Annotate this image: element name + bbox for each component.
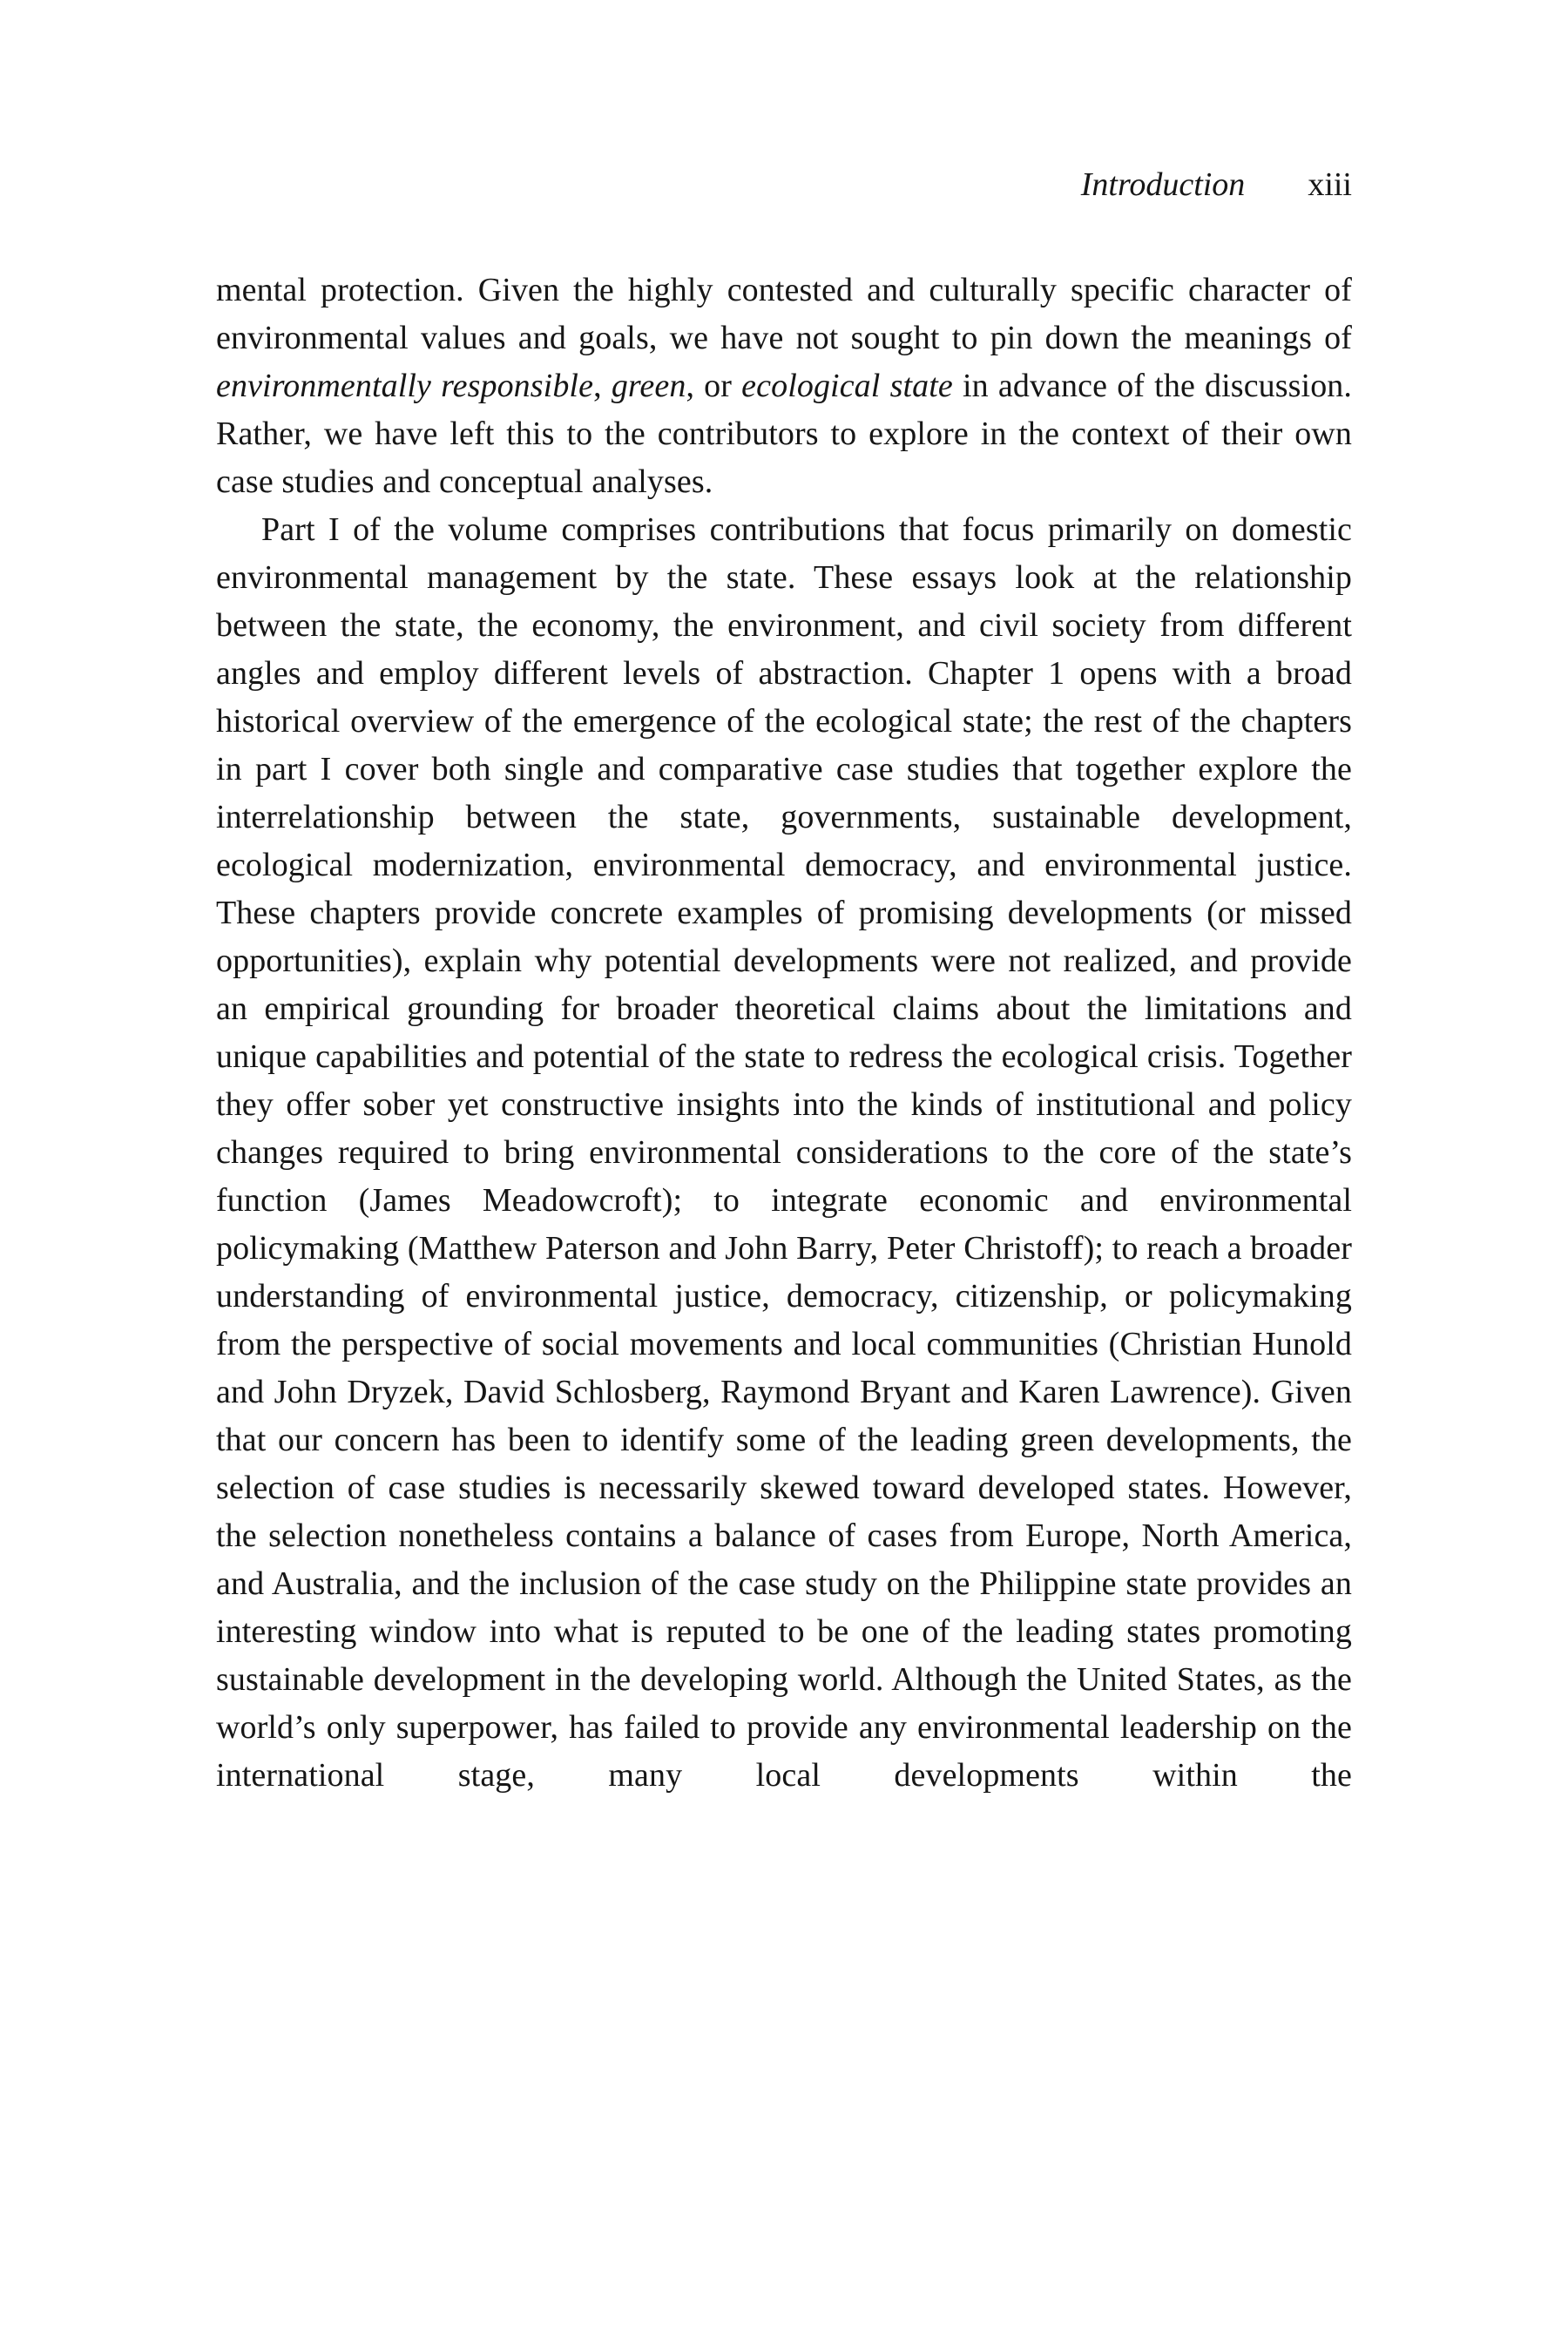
text-run: , or	[686, 368, 742, 404]
running-head-section-title: Introduction	[1080, 166, 1246, 203]
paragraph-continuation	[216, 267, 1352, 506]
text-block	[216, 161, 1352, 1800]
running-head	[216, 161, 1352, 209]
italic-phrase: environmentally responsible	[216, 368, 594, 404]
text-run: mental protection. Given the highly contested and culturally specific character of environmental values and goals, we have not sought to pin down the meanings of	[216, 272, 1352, 356]
text-run: in advance of the discussion. Rather, we have left this to the contributors to explore in the context of their own case studies and conceptual analyses.	[216, 368, 1352, 500]
italic-phrase: green	[611, 368, 686, 404]
paragraph-part-one: Part I of the volume comprises contributions that focus primarily on domestic environmental management by the state. These essays look at the relationship between the state, the economy, the environment, and civil society from different angles and employ different levels of abstraction. Chapter 1 opens with a broad historical overview of the emergence of the ecological state; the rest of the chapters in part I cover both single and comparative case studies that together explore the interrelationship between the state, governments, sustainable development, ecological modernization, environmental democracy, and environmental justice. These chapters provide concrete examples of promising developments (or missed opportunities), explain why potential developments were not realized, and provide an empirical grounding for broader theoretical claims about the limitations and unique capabilities and potential of the state to redress the ecological crisis. Together they offer sober yet constructive insights into the kinds of institutional and policy changes required to bring environmental considerations to the core of the state’s function (James Meadowcroft); to integrate economic and environmental policymaking (Matthew Paterson and John Barry, Peter Christoff); to reach a broader understanding of environmental justice, democracy, citizenship, or policymaking from the perspective of social movements and local communities (Christian Hunold and John Dryzek, David Schlosberg, Raymond Bryant and Karen Lawrence). Given that our concern has been to identify some of the leading green developments, the selection of case studies is necessarily skewed toward developed states. However, the selection nonetheless contains a balance of cases from Europe, North America, and Australia, and the inclusion of the case study on the Philippine state provides an interesting window into what is reputed to be one of the leading states promoting sustainable development in the developing world. Although the United States, as the world’s only superpower, has failed to provide any environmental leadership on the international stage, many local developments within the	[216, 511, 1352, 1794]
body-copy	[216, 267, 1352, 1800]
page-number: xiii	[1308, 166, 1352, 203]
italic-phrase: ecological state	[741, 368, 953, 404]
text-run: ,	[593, 368, 612, 404]
